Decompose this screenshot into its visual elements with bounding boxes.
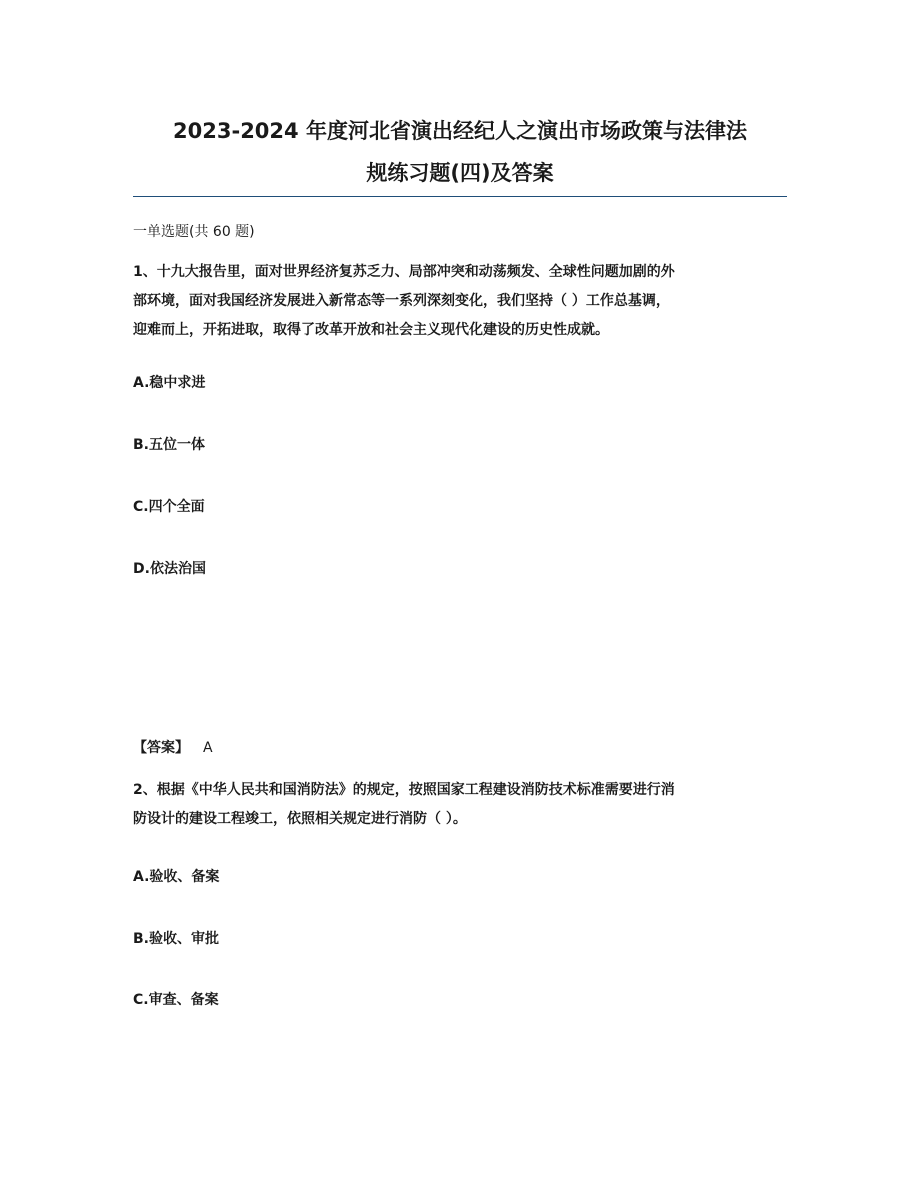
question-1-answer [133,738,213,758]
question-1-text [133,258,787,345]
question-2-line-1: 2、根据《中华人民共和国消防法》的规定，按照国家工程建设消防技术标准需要进行消 [133,782,675,798]
question-1-line-1: 1、十九大报告里，面对世界经济复苏乏力、局部冲突和动荡频发、全球性问题加剧的外 [133,264,675,280]
question-1-line-2: 部环境，面对我国经济发展进入新常态等一系列深刻变化，我们坚持（ ）工作总基调， [133,293,670,309]
question-1-option-c: C.四个全面 [133,499,205,515]
question-1-option-b: B.五位一体 [133,437,205,453]
question-2-text [133,776,787,834]
question-1-option-d: D.依法治国 [133,561,206,577]
answer-value: A [203,740,213,756]
title-divider [133,196,787,197]
section-heading: 一单选题(共 60 题) [133,224,255,240]
answer-label: 【答案】 [133,740,189,756]
question-1-option-a: A.稳中求进 [133,375,206,391]
question-2-line-2: 防设计的建设工程竣工，依照相关规定进行消防（ ）。 [133,811,467,827]
question-1-line-3: 迎难而上，开拓进取，取得了改革开放和社会主义现代化建设的历史性成就。 [133,322,609,338]
question-2-option-a: A.验收、备案 [133,869,220,885]
question-2-option-c: C.审查、备案 [133,992,219,1008]
document-title-line-2: 规练习题(四)及答案 [366,161,554,185]
question-2-option-b: B.验收、审批 [133,931,219,947]
document-title-line-1: 2023-2024 年度河北省演出经纪人之演出市场政策与法律法 [173,119,747,143]
